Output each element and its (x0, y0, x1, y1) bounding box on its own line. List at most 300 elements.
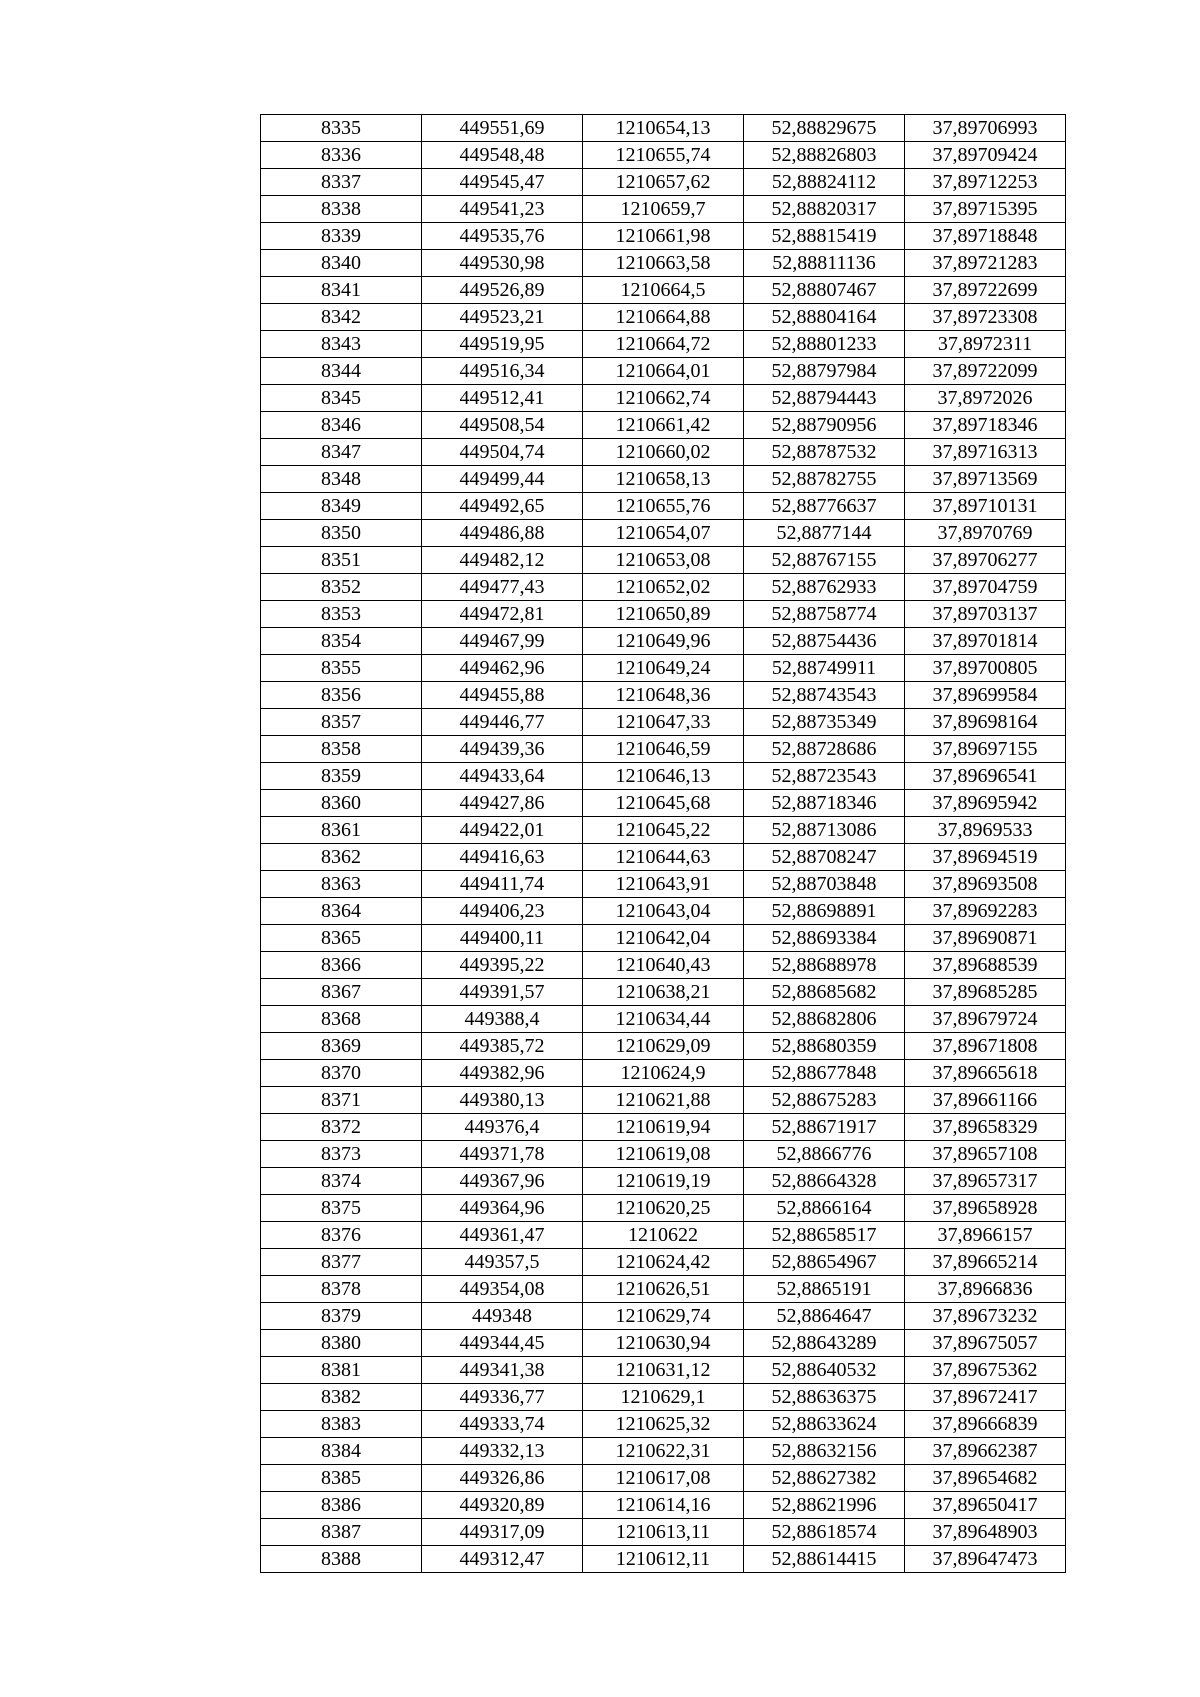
x-coordinate-cell: 449336,77 (422, 1384, 583, 1411)
longitude-cell: 37,89690871 (905, 925, 1066, 952)
y-coordinate-cell: 1210654,07 (583, 520, 744, 547)
table-row (261, 1114, 1066, 1141)
table-row (261, 952, 1066, 979)
x-coordinate-cell: 449467,99 (422, 628, 583, 655)
table-row (261, 871, 1066, 898)
table-row (261, 1330, 1066, 1357)
longitude-cell: 37,89679724 (905, 1006, 1066, 1033)
y-coordinate-cell: 1210620,25 (583, 1195, 744, 1222)
x-coordinate-cell: 449482,12 (422, 547, 583, 574)
y-coordinate-cell: 1210663,58 (583, 250, 744, 277)
latitude-cell: 52,88762933 (744, 574, 905, 601)
x-coordinate-cell: 449385,72 (422, 1033, 583, 1060)
table-row (261, 439, 1066, 466)
y-coordinate-cell: 1210664,5 (583, 277, 744, 304)
table-row (261, 1303, 1066, 1330)
y-coordinate-cell: 1210640,43 (583, 952, 744, 979)
point-number-cell: 8383 (261, 1411, 422, 1438)
table-row (261, 1006, 1066, 1033)
x-coordinate-cell: 449439,36 (422, 736, 583, 763)
y-coordinate-cell: 1210624,9 (583, 1060, 744, 1087)
latitude-cell: 52,88688978 (744, 952, 905, 979)
longitude-cell: 37,89675362 (905, 1357, 1066, 1384)
point-number-cell: 8363 (261, 871, 422, 898)
point-number-cell: 8381 (261, 1357, 422, 1384)
point-number-cell: 8362 (261, 844, 422, 871)
longitude-cell: 37,8966157 (905, 1222, 1066, 1249)
y-coordinate-cell: 1210660,02 (583, 439, 744, 466)
point-number-cell: 8384 (261, 1438, 422, 1465)
longitude-cell: 37,89650417 (905, 1492, 1066, 1519)
point-number-cell: 8336 (261, 142, 422, 169)
longitude-cell: 37,89700805 (905, 655, 1066, 682)
latitude-cell: 52,88820317 (744, 196, 905, 223)
y-coordinate-cell: 1210647,33 (583, 709, 744, 736)
x-coordinate-cell: 449535,76 (422, 223, 583, 250)
y-coordinate-cell: 1210662,74 (583, 385, 744, 412)
latitude-cell: 52,88713086 (744, 817, 905, 844)
table-row (261, 1492, 1066, 1519)
longitude-cell: 37,8969533 (905, 817, 1066, 844)
table-row (261, 1546, 1066, 1573)
y-coordinate-cell: 1210624,42 (583, 1249, 744, 1276)
x-coordinate-cell: 449354,08 (422, 1276, 583, 1303)
point-number-cell: 8365 (261, 925, 422, 952)
x-coordinate-cell: 449400,11 (422, 925, 583, 952)
table-row (261, 1141, 1066, 1168)
latitude-cell: 52,88801233 (744, 331, 905, 358)
y-coordinate-cell: 1210664,88 (583, 304, 744, 331)
longitude-cell: 37,89672417 (905, 1384, 1066, 1411)
latitude-cell: 52,88636375 (744, 1384, 905, 1411)
point-number-cell: 8341 (261, 277, 422, 304)
latitude-cell: 52,88718346 (744, 790, 905, 817)
table-row (261, 169, 1066, 196)
point-number-cell: 8369 (261, 1033, 422, 1060)
x-coordinate-cell: 449499,44 (422, 466, 583, 493)
table-row (261, 1195, 1066, 1222)
point-number-cell: 8371 (261, 1087, 422, 1114)
x-coordinate-cell: 449357,5 (422, 1249, 583, 1276)
latitude-cell: 52,88804164 (744, 304, 905, 331)
y-coordinate-cell: 1210649,96 (583, 628, 744, 655)
x-coordinate-cell: 449406,23 (422, 898, 583, 925)
point-number-cell: 8360 (261, 790, 422, 817)
latitude-cell: 52,88776637 (744, 493, 905, 520)
longitude-cell: 37,89671808 (905, 1033, 1066, 1060)
x-coordinate-cell: 449462,96 (422, 655, 583, 682)
longitude-cell: 37,89699584 (905, 682, 1066, 709)
longitude-cell: 37,89658928 (905, 1195, 1066, 1222)
table-row (261, 250, 1066, 277)
point-number-cell: 8387 (261, 1519, 422, 1546)
y-coordinate-cell: 1210643,04 (583, 898, 744, 925)
point-number-cell: 8380 (261, 1330, 422, 1357)
point-number-cell: 8367 (261, 979, 422, 1006)
longitude-cell: 37,8970769 (905, 520, 1066, 547)
latitude-cell: 52,88632156 (744, 1438, 905, 1465)
table-row (261, 331, 1066, 358)
x-coordinate-cell: 449364,96 (422, 1195, 583, 1222)
longitude-cell: 37,89688539 (905, 952, 1066, 979)
point-number-cell: 8386 (261, 1492, 422, 1519)
latitude-cell: 52,88782755 (744, 466, 905, 493)
y-coordinate-cell: 1210622 (583, 1222, 744, 1249)
latitude-cell: 52,88680359 (744, 1033, 905, 1060)
latitude-cell: 52,88728686 (744, 736, 905, 763)
longitude-cell: 37,89647473 (905, 1546, 1066, 1573)
table-row (261, 1087, 1066, 1114)
table-row (261, 898, 1066, 925)
point-number-cell: 8348 (261, 466, 422, 493)
y-coordinate-cell: 1210659,7 (583, 196, 744, 223)
point-number-cell: 8388 (261, 1546, 422, 1573)
latitude-cell: 52,88826803 (744, 142, 905, 169)
point-number-cell: 8337 (261, 169, 422, 196)
point-number-cell: 8361 (261, 817, 422, 844)
y-coordinate-cell: 1210646,13 (583, 763, 744, 790)
latitude-cell: 52,88758774 (744, 601, 905, 628)
latitude-cell: 52,88671917 (744, 1114, 905, 1141)
latitude-cell: 52,88640532 (744, 1357, 905, 1384)
y-coordinate-cell: 1210658,13 (583, 466, 744, 493)
longitude-cell: 37,89654682 (905, 1465, 1066, 1492)
point-number-cell: 8368 (261, 1006, 422, 1033)
point-number-cell: 8357 (261, 709, 422, 736)
latitude-cell: 52,88643289 (744, 1330, 905, 1357)
y-coordinate-cell: 1210626,51 (583, 1276, 744, 1303)
longitude-cell: 37,89666839 (905, 1411, 1066, 1438)
x-coordinate-cell: 449416,63 (422, 844, 583, 871)
latitude-cell: 52,88614415 (744, 1546, 905, 1573)
point-number-cell: 8358 (261, 736, 422, 763)
longitude-cell: 37,89685285 (905, 979, 1066, 1006)
table-row (261, 628, 1066, 655)
latitude-cell: 52,88703848 (744, 871, 905, 898)
latitude-cell: 52,88698891 (744, 898, 905, 925)
table-row (261, 574, 1066, 601)
x-coordinate-cell: 449508,54 (422, 412, 583, 439)
longitude-cell: 37,89661166 (905, 1087, 1066, 1114)
table-row (261, 736, 1066, 763)
point-number-cell: 8377 (261, 1249, 422, 1276)
point-number-cell: 8347 (261, 439, 422, 466)
y-coordinate-cell: 1210657,62 (583, 169, 744, 196)
latitude-cell: 52,88743543 (744, 682, 905, 709)
x-coordinate-cell: 449388,4 (422, 1006, 583, 1033)
table-row (261, 493, 1066, 520)
table-row (261, 385, 1066, 412)
table-row (261, 196, 1066, 223)
point-number-cell: 8342 (261, 304, 422, 331)
longitude-cell: 37,89648903 (905, 1519, 1066, 1546)
latitude-cell: 52,88658517 (744, 1222, 905, 1249)
point-number-cell: 8355 (261, 655, 422, 682)
table-row (261, 547, 1066, 574)
y-coordinate-cell: 1210661,98 (583, 223, 744, 250)
x-coordinate-cell: 449395,22 (422, 952, 583, 979)
table-row (261, 709, 1066, 736)
y-coordinate-cell: 1210631,12 (583, 1357, 744, 1384)
y-coordinate-cell: 1210661,42 (583, 412, 744, 439)
longitude-cell: 37,89703137 (905, 601, 1066, 628)
latitude-cell: 52,88633624 (744, 1411, 905, 1438)
table-row (261, 115, 1066, 142)
y-coordinate-cell: 1210638,21 (583, 979, 744, 1006)
latitude-cell: 52,8877144 (744, 520, 905, 547)
longitude-cell: 37,8966836 (905, 1276, 1066, 1303)
y-coordinate-cell: 1210619,08 (583, 1141, 744, 1168)
y-coordinate-cell: 1210629,74 (583, 1303, 744, 1330)
latitude-cell: 52,88797984 (744, 358, 905, 385)
point-number-cell: 8353 (261, 601, 422, 628)
x-coordinate-cell: 449333,74 (422, 1411, 583, 1438)
table-row (261, 1384, 1066, 1411)
point-number-cell: 8354 (261, 628, 422, 655)
latitude-cell: 52,88767155 (744, 547, 905, 574)
table-row (261, 1438, 1066, 1465)
point-number-cell: 8345 (261, 385, 422, 412)
longitude-cell: 37,89657317 (905, 1168, 1066, 1195)
point-number-cell: 8364 (261, 898, 422, 925)
y-coordinate-cell: 1210625,32 (583, 1411, 744, 1438)
x-coordinate-cell: 449523,21 (422, 304, 583, 331)
point-number-cell: 8339 (261, 223, 422, 250)
point-number-cell: 8340 (261, 250, 422, 277)
latitude-cell: 52,88790956 (744, 412, 905, 439)
point-number-cell: 8373 (261, 1141, 422, 1168)
longitude-cell: 37,89706993 (905, 115, 1066, 142)
x-coordinate-cell: 449472,81 (422, 601, 583, 628)
longitude-cell: 37,89718346 (905, 412, 1066, 439)
longitude-cell: 37,89709424 (905, 142, 1066, 169)
x-coordinate-cell: 449422,01 (422, 817, 583, 844)
latitude-cell: 52,8865191 (744, 1276, 905, 1303)
longitude-cell: 37,89697155 (905, 736, 1066, 763)
longitude-cell: 37,89694519 (905, 844, 1066, 871)
longitude-cell: 37,89695942 (905, 790, 1066, 817)
latitude-cell: 52,88735349 (744, 709, 905, 736)
latitude-cell: 52,88749911 (744, 655, 905, 682)
y-coordinate-cell: 1210646,59 (583, 736, 744, 763)
point-number-cell: 8372 (261, 1114, 422, 1141)
y-coordinate-cell: 1210614,16 (583, 1492, 744, 1519)
y-coordinate-cell: 1210644,63 (583, 844, 744, 871)
x-coordinate-cell: 449551,69 (422, 115, 583, 142)
table-row (261, 790, 1066, 817)
table-row (261, 1249, 1066, 1276)
point-number-cell: 8349 (261, 493, 422, 520)
longitude-cell: 37,89722699 (905, 277, 1066, 304)
longitude-cell: 37,89723308 (905, 304, 1066, 331)
table-row (261, 1411, 1066, 1438)
point-number-cell: 8366 (261, 952, 422, 979)
point-number-cell: 8359 (261, 763, 422, 790)
point-number-cell: 8338 (261, 196, 422, 223)
y-coordinate-cell: 1210617,08 (583, 1465, 744, 1492)
table-row (261, 979, 1066, 1006)
x-coordinate-cell: 449427,86 (422, 790, 583, 817)
x-coordinate-cell: 449530,98 (422, 250, 583, 277)
x-coordinate-cell: 449446,77 (422, 709, 583, 736)
x-coordinate-cell: 449477,43 (422, 574, 583, 601)
point-number-cell: 8350 (261, 520, 422, 547)
latitude-cell: 52,88664328 (744, 1168, 905, 1195)
table-row (261, 1222, 1066, 1249)
x-coordinate-cell: 449341,38 (422, 1357, 583, 1384)
x-coordinate-cell: 449433,64 (422, 763, 583, 790)
y-coordinate-cell: 1210643,91 (583, 871, 744, 898)
table-row (261, 1168, 1066, 1195)
table-row (261, 520, 1066, 547)
x-coordinate-cell: 449512,41 (422, 385, 583, 412)
longitude-cell: 37,89716313 (905, 439, 1066, 466)
y-coordinate-cell: 1210655,76 (583, 493, 744, 520)
y-coordinate-cell: 1210645,68 (583, 790, 744, 817)
latitude-cell: 52,88723543 (744, 763, 905, 790)
longitude-cell: 37,89692283 (905, 898, 1066, 925)
longitude-cell: 37,89657108 (905, 1141, 1066, 1168)
latitude-cell: 52,88618574 (744, 1519, 905, 1546)
table-row (261, 817, 1066, 844)
table-row (261, 1276, 1066, 1303)
table-row (261, 358, 1066, 385)
point-number-cell: 8376 (261, 1222, 422, 1249)
longitude-cell: 37,89673232 (905, 1303, 1066, 1330)
x-coordinate-cell: 449348 (422, 1303, 583, 1330)
table-row (261, 412, 1066, 439)
table-row (261, 682, 1066, 709)
table-row (261, 223, 1066, 250)
y-coordinate-cell: 1210630,94 (583, 1330, 744, 1357)
x-coordinate-cell: 449411,74 (422, 871, 583, 898)
y-coordinate-cell: 1210629,1 (583, 1384, 744, 1411)
x-coordinate-cell: 449519,95 (422, 331, 583, 358)
point-number-cell: 8374 (261, 1168, 422, 1195)
longitude-cell: 37,89696541 (905, 763, 1066, 790)
longitude-cell: 37,8972311 (905, 331, 1066, 358)
x-coordinate-cell: 449320,89 (422, 1492, 583, 1519)
table-row (261, 844, 1066, 871)
latitude-cell: 52,88794443 (744, 385, 905, 412)
latitude-cell: 52,88787532 (744, 439, 905, 466)
point-number-cell: 8378 (261, 1276, 422, 1303)
x-coordinate-cell: 449486,88 (422, 520, 583, 547)
y-coordinate-cell: 1210619,19 (583, 1168, 744, 1195)
table-row (261, 601, 1066, 628)
x-coordinate-cell: 449344,45 (422, 1330, 583, 1357)
longitude-cell: 37,89722099 (905, 358, 1066, 385)
y-coordinate-cell: 1210664,72 (583, 331, 744, 358)
coordinates-table-body (261, 115, 1066, 1573)
longitude-cell: 37,89710131 (905, 493, 1066, 520)
latitude-cell: 52,88693384 (744, 925, 905, 952)
y-coordinate-cell: 1210621,88 (583, 1087, 744, 1114)
latitude-cell: 52,88811136 (744, 250, 905, 277)
table-row (261, 1060, 1066, 1087)
x-coordinate-cell: 449541,23 (422, 196, 583, 223)
table-row (261, 655, 1066, 682)
latitude-cell: 52,88685682 (744, 979, 905, 1006)
longitude-cell: 37,89712253 (905, 169, 1066, 196)
x-coordinate-cell: 449504,74 (422, 439, 583, 466)
x-coordinate-cell: 449382,96 (422, 1060, 583, 1087)
latitude-cell: 52,88654967 (744, 1249, 905, 1276)
y-coordinate-cell: 1210642,04 (583, 925, 744, 952)
latitude-cell: 52,8866776 (744, 1141, 905, 1168)
x-coordinate-cell: 449371,78 (422, 1141, 583, 1168)
table-row (261, 466, 1066, 493)
x-coordinate-cell: 449526,89 (422, 277, 583, 304)
point-number-cell: 8379 (261, 1303, 422, 1330)
x-coordinate-cell: 449367,96 (422, 1168, 583, 1195)
point-number-cell: 8356 (261, 682, 422, 709)
longitude-cell: 37,89662387 (905, 1438, 1066, 1465)
point-number-cell: 8351 (261, 547, 422, 574)
y-coordinate-cell: 1210649,24 (583, 655, 744, 682)
y-coordinate-cell: 1210664,01 (583, 358, 744, 385)
point-number-cell: 8352 (261, 574, 422, 601)
longitude-cell: 37,89665618 (905, 1060, 1066, 1087)
latitude-cell: 52,88829675 (744, 115, 905, 142)
y-coordinate-cell: 1210619,94 (583, 1114, 744, 1141)
longitude-cell: 37,89658329 (905, 1114, 1066, 1141)
point-number-cell: 8344 (261, 358, 422, 385)
longitude-cell: 37,89718848 (905, 223, 1066, 250)
latitude-cell: 52,88621996 (744, 1492, 905, 1519)
point-number-cell: 8346 (261, 412, 422, 439)
x-coordinate-cell: 449545,47 (422, 169, 583, 196)
longitude-cell: 37,89701814 (905, 628, 1066, 655)
longitude-cell: 37,89693508 (905, 871, 1066, 898)
longitude-cell: 37,89665214 (905, 1249, 1066, 1276)
table-row (261, 1357, 1066, 1384)
latitude-cell: 52,8866164 (744, 1195, 905, 1222)
x-coordinate-cell: 449332,13 (422, 1438, 583, 1465)
y-coordinate-cell: 1210650,89 (583, 601, 744, 628)
table-row (261, 1465, 1066, 1492)
x-coordinate-cell: 449317,09 (422, 1519, 583, 1546)
point-number-cell: 8375 (261, 1195, 422, 1222)
longitude-cell: 37,89721283 (905, 250, 1066, 277)
point-number-cell: 8335 (261, 115, 422, 142)
y-coordinate-cell: 1210648,36 (583, 682, 744, 709)
latitude-cell: 52,88708247 (744, 844, 905, 871)
x-coordinate-cell: 449492,65 (422, 493, 583, 520)
table-row (261, 763, 1066, 790)
point-number-cell: 8382 (261, 1384, 422, 1411)
y-coordinate-cell: 1210622,31 (583, 1438, 744, 1465)
table-row (261, 304, 1066, 331)
table-row (261, 1519, 1066, 1546)
y-coordinate-cell: 1210613,11 (583, 1519, 744, 1546)
latitude-cell: 52,88754436 (744, 628, 905, 655)
x-coordinate-cell: 449361,47 (422, 1222, 583, 1249)
longitude-cell: 37,89713569 (905, 466, 1066, 493)
y-coordinate-cell: 1210645,22 (583, 817, 744, 844)
table-row (261, 1033, 1066, 1060)
longitude-cell: 37,89704759 (905, 574, 1066, 601)
longitude-cell: 37,89715395 (905, 196, 1066, 223)
y-coordinate-cell: 1210634,44 (583, 1006, 744, 1033)
point-number-cell: 8385 (261, 1465, 422, 1492)
x-coordinate-cell: 449376,4 (422, 1114, 583, 1141)
y-coordinate-cell: 1210655,74 (583, 142, 744, 169)
latitude-cell: 52,88627382 (744, 1465, 905, 1492)
point-number-cell: 8370 (261, 1060, 422, 1087)
x-coordinate-cell: 449312,47 (422, 1546, 583, 1573)
point-number-cell: 8343 (261, 331, 422, 358)
